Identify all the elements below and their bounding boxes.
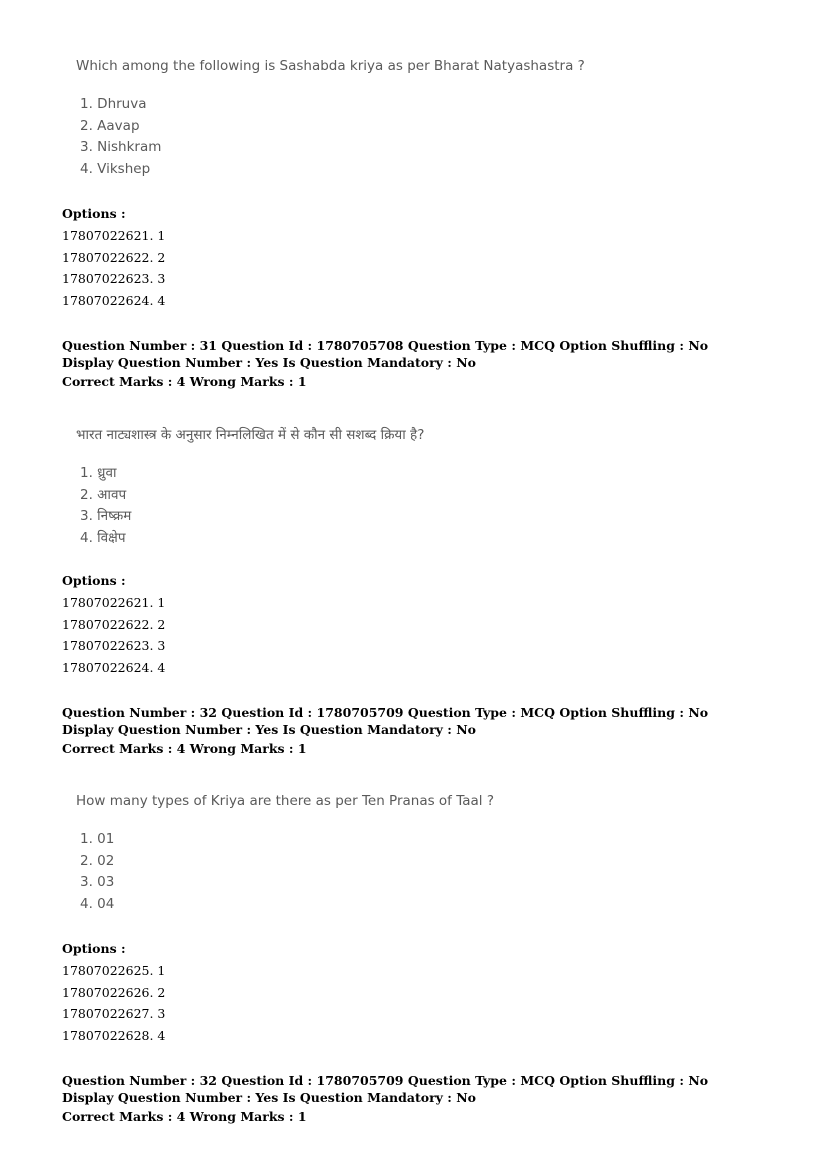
options-header: Options : [62, 573, 126, 588]
question-choices [76, 463, 424, 550]
question-choices [76, 829, 494, 916]
option-row: 17807022623. 3 [62, 271, 166, 287]
choice-item: 4. विक्षेप [80, 530, 126, 547]
question-meta [62, 705, 762, 758]
choice-item: 2. Aavap [80, 117, 140, 134]
options-list [62, 570, 165, 678]
options-list [62, 938, 165, 1046]
marks-line: Correct Marks : 4 Wrong Marks : 1 [62, 1109, 307, 1124]
question-meta-line: Question Number : 32 Question Id : 1780705709 Question Type : MCQ Option Shuffling : No Display Question Number : Yes Is Question Mandatory : No [62, 1073, 709, 1105]
question-meta-line: Question Number : 31 Question Id : 1780705708 Question Type : MCQ Option Shuffling : No Display Question Number : Yes Is Question Mandatory : No [62, 338, 709, 370]
option-row: 17807022624. 4 [62, 292, 166, 308]
option-row: 17807022628. 4 [62, 1027, 166, 1043]
choice-item: 2. 02 [80, 852, 115, 869]
question-meta [62, 1073, 762, 1126]
question-meta [62, 338, 762, 391]
question-stem: Which among the following is Sashabda kriya as per Bharat Natyashastra ? [76, 58, 585, 74]
choice-item: 4. Vikshep [80, 161, 151, 178]
option-row: 17807022621. 1 [62, 595, 166, 610]
marks-line: Correct Marks : 4 Wrong Marks : 1 [62, 741, 307, 756]
option-row: 17807022622. 2 [62, 616, 166, 632]
marks-line: Correct Marks : 4 Wrong Marks : 1 [62, 374, 307, 389]
choice-item: 2. आवप [80, 486, 127, 503]
option-row: 17807022621. 1 [62, 228, 166, 243]
question-image [76, 58, 585, 181]
option-row: 17807022626. 2 [62, 984, 166, 1000]
question-stem: भारत नाट्यशास्त्र के अनुसार निम्नलिखित में से कौन सी सशब्द क्रिया है? [76, 427, 425, 443]
option-row: 17807022625. 1 [62, 963, 166, 978]
option-row: 17807022623. 3 [62, 638, 166, 654]
options-list [62, 203, 165, 311]
question-meta-line: Question Number : 32 Question Id : 1780705709 Question Type : MCQ Option Shuffling : No Display Question Number : Yes Is Question Mandatory : No [62, 705, 709, 737]
option-row: 17807022624. 4 [62, 659, 166, 675]
question-stem: How many types of Kriya are there as per Ten Pranas of Taal ? [76, 793, 494, 809]
options-header: Options : [62, 206, 126, 221]
choice-item: 3. Nishkram [80, 139, 162, 156]
choice-item: 1. 01 [80, 831, 115, 847]
choice-item: 1. ध्रुवा [80, 465, 117, 481]
question-choices [76, 94, 585, 181]
choice-item: 3. निष्क्रम [80, 508, 132, 525]
choice-item: 3. 03 [80, 874, 115, 891]
question-image [76, 425, 424, 550]
options-header: Options : [62, 941, 126, 956]
question-image [76, 793, 494, 916]
choice-item: 1. Dhruva [80, 96, 147, 112]
option-row: 17807022622. 2 [62, 249, 166, 265]
choice-item: 4. 04 [80, 896, 115, 913]
option-row: 17807022627. 3 [62, 1006, 166, 1022]
